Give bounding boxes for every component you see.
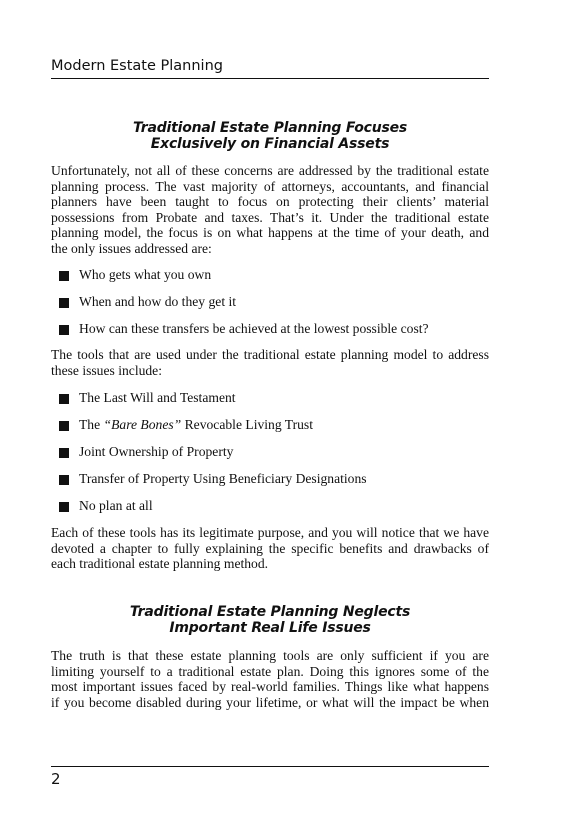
heading-line: Traditional Estate Planning Neglects [129,604,411,620]
header-title: Modern Estate Planning [51,58,223,74]
heading-line: Important Real Life Issues [169,620,371,636]
footer-rule [51,766,489,767]
square-bullet-icon [59,475,69,485]
text-line: Unfortunately, not all of these concerns are addressed by the traditional estate [51,163,489,178]
section-heading-financial-assets [51,120,489,152]
square-bullet-icon [59,421,69,431]
text-line: The truth is that these estate planning tools are only sufficient if you are [51,648,489,663]
square-bullet-icon [59,394,69,404]
square-bullet-icon [59,325,69,335]
text-line: each traditional estate planning method. [51,556,269,571]
text-line: the only issues addressed are: [51,240,212,256]
text-line: planners have been taught to focus on protecting their clients’ material [51,194,489,209]
text-line: devoted a chapter to fully explaining the specific benefits and drawbacks of [51,540,489,556]
heading-line: Traditional Estate Planning Focuses [132,120,408,136]
real-life-paragraph [51,648,489,710]
header-rule [51,78,489,79]
square-bullet-icon [59,448,69,458]
closing-paragraph [51,525,489,572]
text-line: Each of these tools has its legitimate purpose, and you will notice that we have [51,525,489,540]
italic-phrase: “Bare Bones” [103,417,182,432]
text-line: planning process. The vast majority of attorneys, accountants, and financial [51,178,489,194]
square-bullet-icon [59,502,69,512]
intro-paragraph [51,163,489,256]
tools-intro-paragraph [51,347,489,378]
text-line: limiting yourself to a traditional estate plan. Doing this ignores some of the [51,663,489,679]
text-line: most important issues faced by real-world families. Things like what happens [51,679,489,694]
text-line: possessions from Probate and taxes. That’s it. Under the traditional estate [51,209,489,225]
square-bullet-icon [59,271,69,281]
square-bullet-icon [59,298,69,308]
section-heading-real-life-issues [51,604,489,636]
text-line: if you become disabled during your lifetime, or what will the impact be when [51,694,489,710]
text-line: The tools that are used under the traditional estate planning model to address [51,347,489,362]
page-number: 2 [51,770,61,788]
text-line: planning model, the focus is on what happens at the time of your death, and [51,225,489,240]
text-line: these issues include: [51,362,162,378]
heading-line: Exclusively on Financial Assets [150,136,390,152]
